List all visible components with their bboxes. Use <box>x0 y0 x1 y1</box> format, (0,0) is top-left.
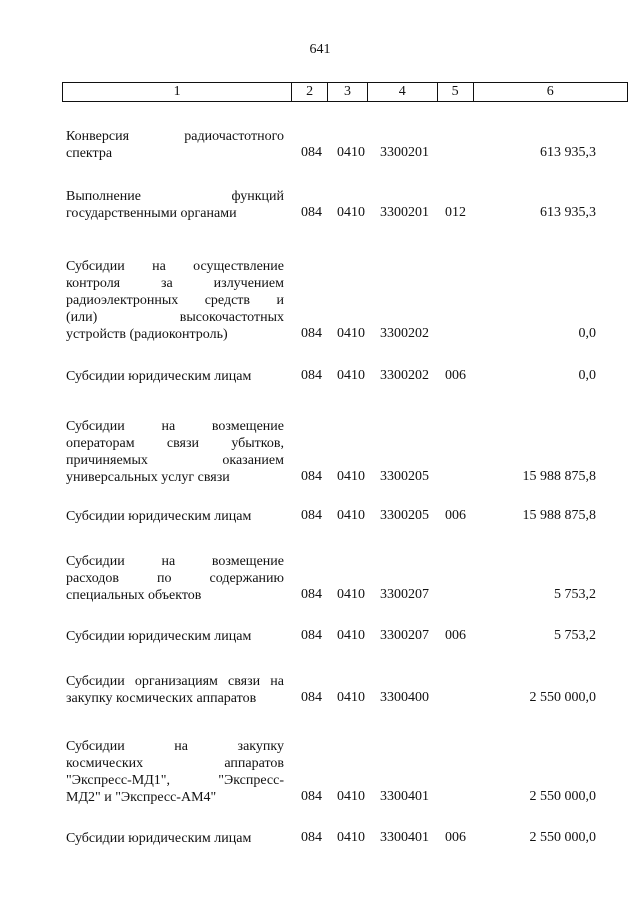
row-cell-c4: 3300401 <box>380 789 429 804</box>
row-name-line: Субсидии организациям связи на <box>66 674 284 689</box>
row-cell-c3: 0410 <box>337 145 365 160</box>
table-row <box>66 128 596 162</box>
row-cell-c4: 3300205 <box>380 508 429 523</box>
row-cell-c6: 613 935,3 <box>540 145 596 160</box>
row-cell-c3: 0410 <box>337 830 365 845</box>
row-name-line: Субсидии юридическим лицам <box>66 369 252 384</box>
row-name-line: закупку космических аппаратов <box>66 691 257 706</box>
row-name-line: "Экспресс-МД1", "Экспресс- <box>66 773 284 788</box>
row-name-line: устройств (радиоконтроль) <box>66 327 228 342</box>
row-cell-c3: 0410 <box>337 469 365 484</box>
header-col-4: 4 <box>368 83 438 101</box>
table-row <box>66 258 596 343</box>
row-name-line: Субсидии на возмещение <box>66 419 284 434</box>
row-cell-c4: 3300201 <box>380 205 429 220</box>
row-name <box>66 628 284 645</box>
row-cell-c5: 006 <box>445 368 466 383</box>
row-name-line: МД2" и "Экспресс-АМ4" <box>66 790 217 805</box>
table-row <box>66 553 596 604</box>
row-name-line: космических аппаратов <box>66 756 284 771</box>
row-name-line: Субсидии на закупку <box>66 739 284 754</box>
row-name-line: причиняемых оказанием <box>66 453 284 468</box>
table-row <box>66 673 596 707</box>
row-name <box>66 673 284 707</box>
row-name <box>66 258 284 343</box>
row-cell-c6: 2 550 000,0 <box>529 789 596 804</box>
row-cell-c6: 0,0 <box>578 326 596 341</box>
row-name-line: Конверсия радиочастотного <box>66 129 284 144</box>
row-name <box>66 553 284 604</box>
row-name-line: Субсидии на возмещение <box>66 554 284 569</box>
table-row <box>66 830 596 847</box>
header-col-6: 6 <box>546 84 554 99</box>
row-cell-c2: 084 <box>301 690 322 705</box>
row-cell-c2: 084 <box>301 587 322 602</box>
row-cell-c2: 084 <box>301 469 322 484</box>
row-name-line: контроля за излучением <box>66 276 284 291</box>
row-name <box>66 188 284 222</box>
row-cell-c6: 15 988 875,8 <box>522 469 596 484</box>
row-cell-c3: 0410 <box>337 587 365 602</box>
row-name-line: Субсидии юридическим лицам <box>66 629 252 644</box>
row-name-line: Субсидии юридическим лицам <box>66 509 252 524</box>
row-name <box>66 830 284 847</box>
row-name-line: Выполнение функций <box>66 189 284 204</box>
row-cell-c2: 084 <box>301 789 322 804</box>
header-col-3: 3 <box>328 83 368 101</box>
row-cell-c2: 084 <box>301 368 322 383</box>
row-cell-c3: 0410 <box>337 789 365 804</box>
row-name-line: специальных объектов <box>66 588 202 603</box>
row-cell-c6: 5 753,2 <box>554 587 596 602</box>
table-header <box>62 82 628 102</box>
row-name <box>66 128 284 162</box>
row-cell-c6: 0,0 <box>578 368 596 383</box>
row-name-line: государственными органами <box>66 206 237 221</box>
header-col-2: 2 <box>292 83 328 101</box>
row-cell-c5: 006 <box>445 628 466 643</box>
row-cell-c2: 084 <box>301 205 322 220</box>
row-cell-c4: 3300207 <box>380 628 429 643</box>
table-row <box>66 418 596 486</box>
header-col-5: 5 <box>438 83 474 101</box>
row-name-line: универсальных услуг связи <box>66 470 230 485</box>
table-row <box>66 368 596 385</box>
row-cell-c5: 012 <box>445 205 466 220</box>
row-cell-c4: 3300201 <box>380 145 429 160</box>
row-cell-c2: 084 <box>301 326 322 341</box>
row-cell-c5: 006 <box>445 830 466 845</box>
page-number: 641 <box>309 42 331 57</box>
table-row <box>66 188 596 222</box>
row-name-line: (или) высокочастотных <box>66 310 284 325</box>
row-name <box>66 368 284 385</box>
row-cell-c4: 3300207 <box>380 587 429 602</box>
row-cell-c3: 0410 <box>337 368 365 383</box>
row-name <box>66 418 284 486</box>
row-name-line: расходов по содержанию <box>66 571 284 586</box>
table-row <box>66 628 596 645</box>
row-cell-c6: 613 935,3 <box>540 205 596 220</box>
row-cell-c4: 3300401 <box>380 830 429 845</box>
row-name-line: спектра <box>66 146 113 161</box>
row-cell-c6: 2 550 000,0 <box>529 830 596 845</box>
row-name-line: Субсидии юридическим лицам <box>66 831 252 846</box>
row-cell-c2: 084 <box>301 145 322 160</box>
row-cell-c6: 5 753,2 <box>554 628 596 643</box>
row-cell-c3: 0410 <box>337 508 365 523</box>
row-cell-c4: 3300202 <box>380 368 429 383</box>
row-cell-c2: 084 <box>301 830 322 845</box>
row-cell-c3: 0410 <box>337 326 365 341</box>
row-cell-c2: 084 <box>301 508 322 523</box>
row-name <box>66 508 284 525</box>
row-name <box>66 738 284 806</box>
row-cell-c6: 15 988 875,8 <box>522 508 596 523</box>
row-cell-c3: 0410 <box>337 628 365 643</box>
row-name-line: операторам связи убытков, <box>66 436 284 451</box>
row-cell-c5: 006 <box>445 508 466 523</box>
row-cell-c2: 084 <box>301 628 322 643</box>
header-col-1: 1 <box>63 83 292 101</box>
row-cell-c4: 3300202 <box>380 326 429 341</box>
row-name-line: радиоэлектронных средств и <box>66 293 284 308</box>
row-cell-c3: 0410 <box>337 690 365 705</box>
row-cell-c3: 0410 <box>337 205 365 220</box>
table-row <box>66 738 596 806</box>
row-name-line: Субсидии на осуществление <box>66 259 284 274</box>
row-cell-c6: 2 550 000,0 <box>529 690 596 705</box>
row-cell-c4: 3300205 <box>380 469 429 484</box>
row-cell-c4: 3300400 <box>380 690 429 705</box>
table-row <box>66 508 596 525</box>
